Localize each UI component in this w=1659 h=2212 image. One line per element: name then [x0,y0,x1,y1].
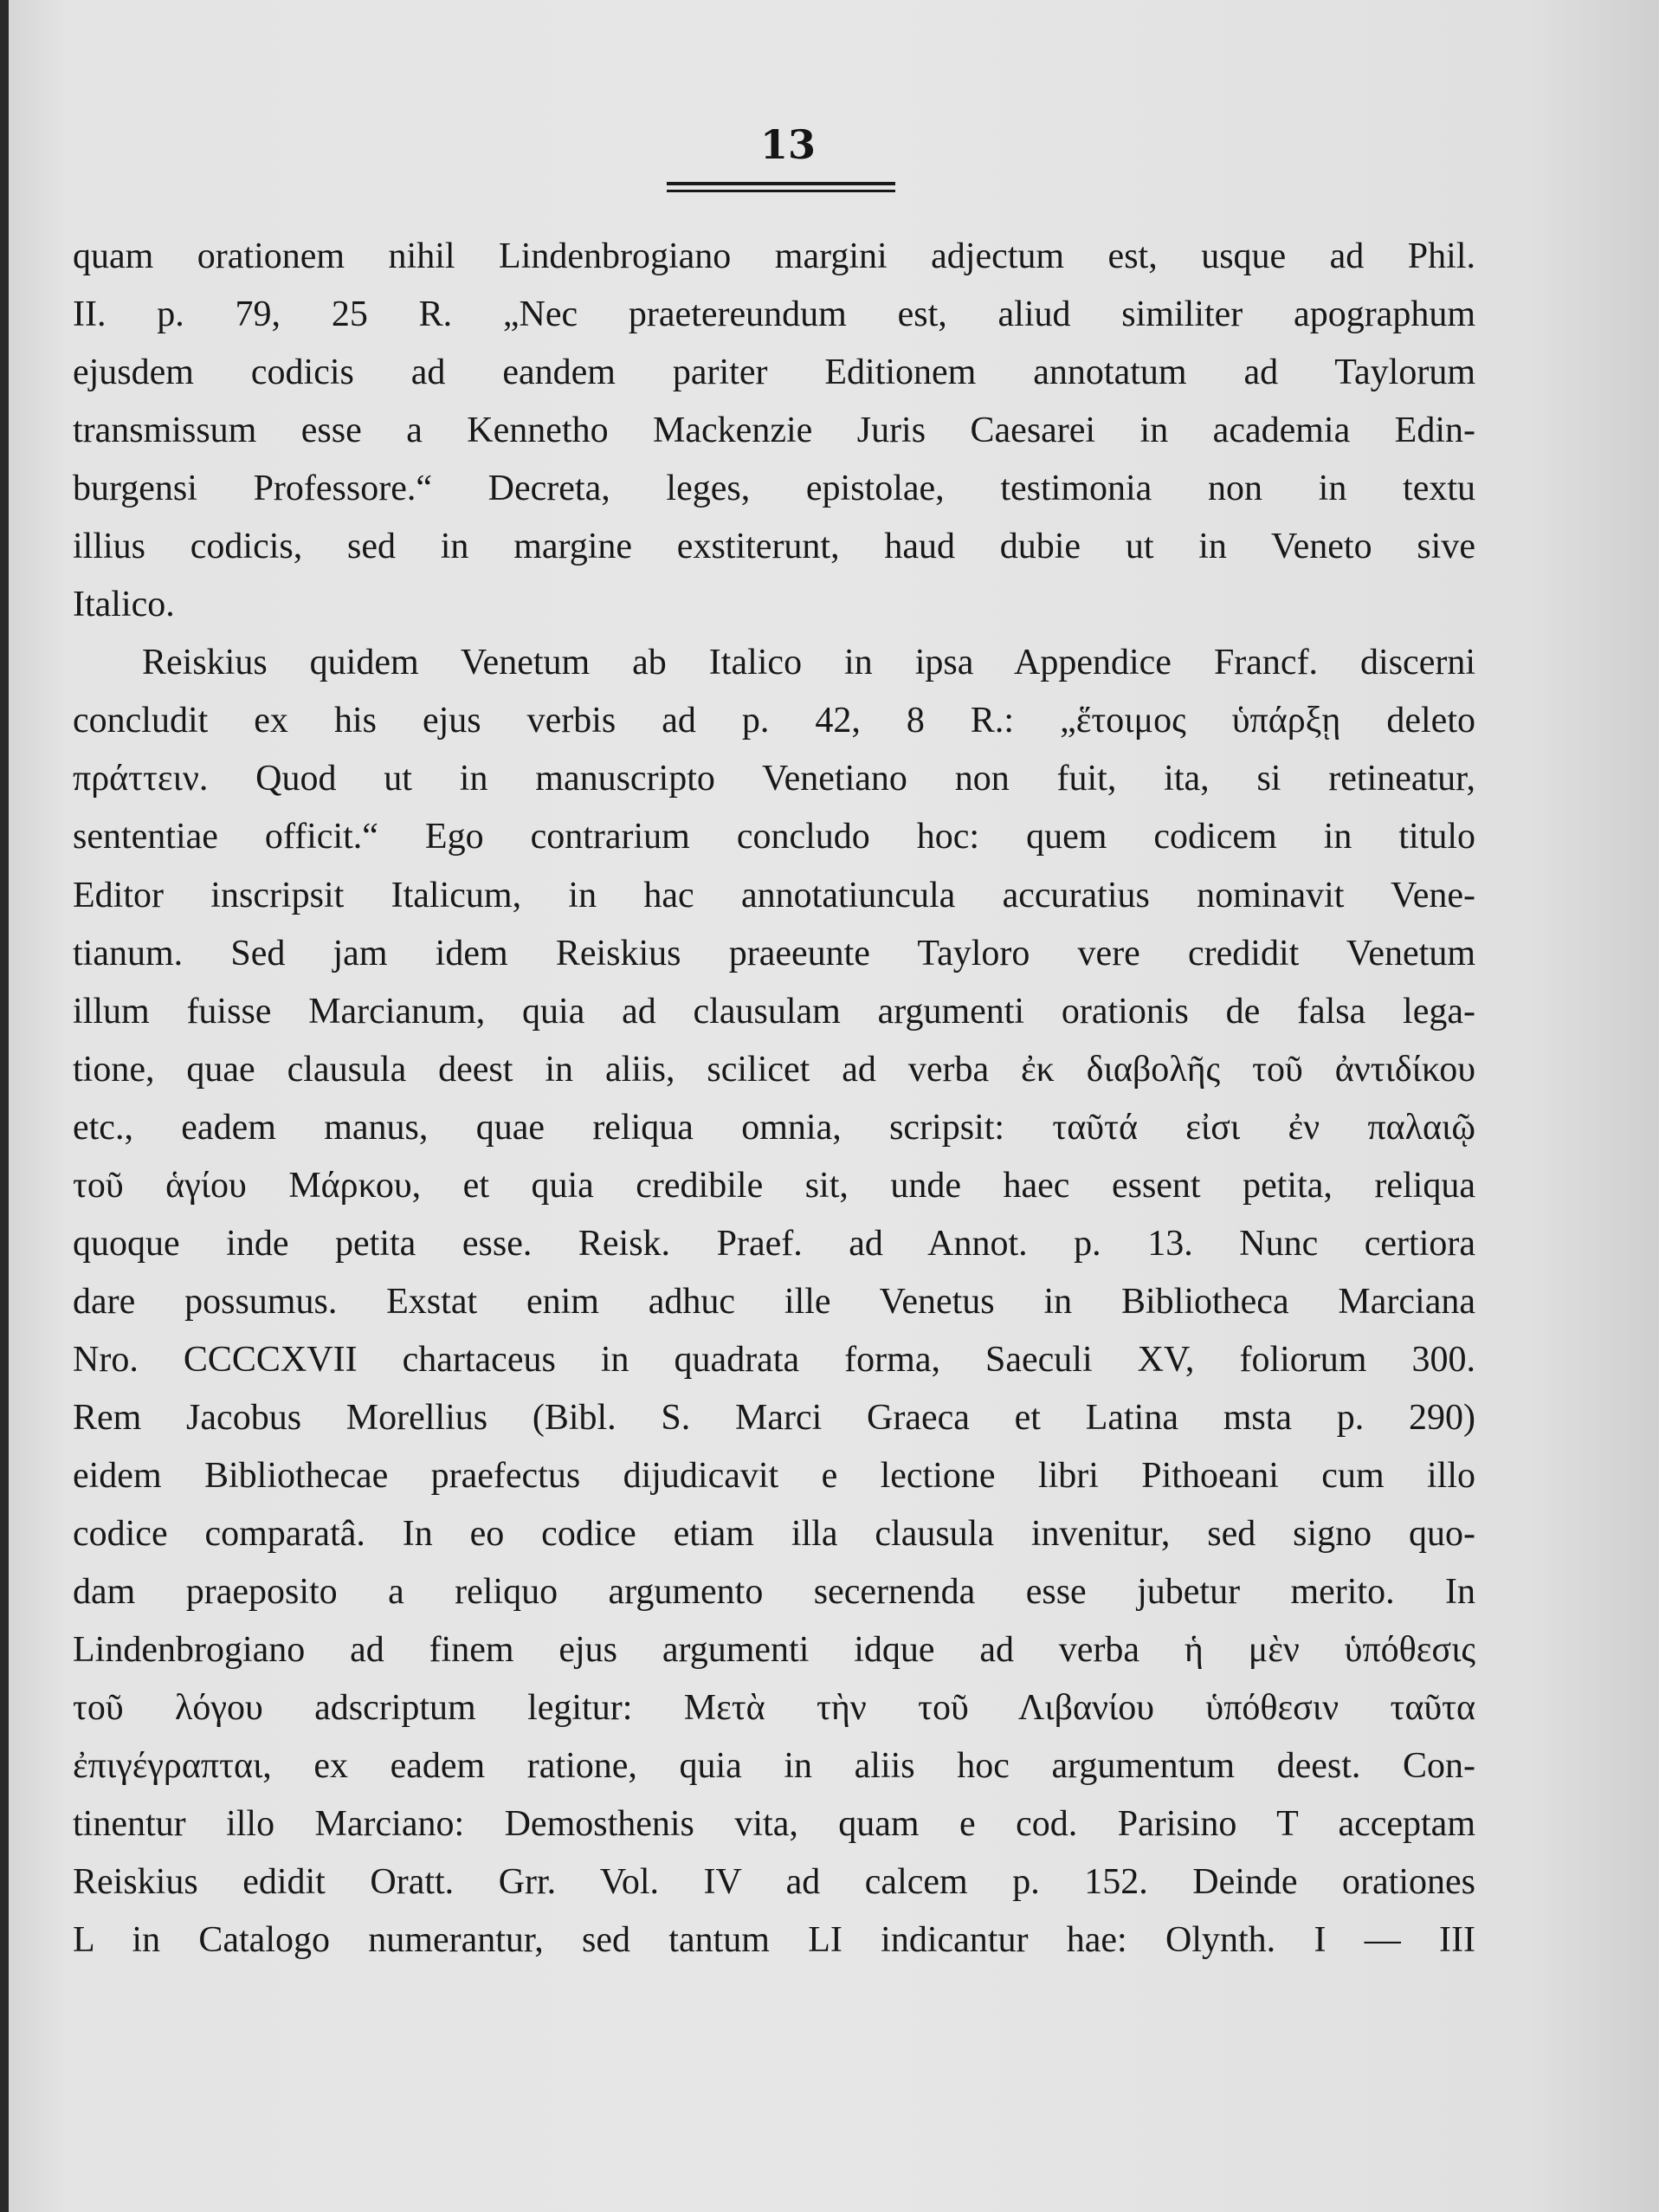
text-line: dam praeposito a reliquo argumento secernenda esse jubetur merito. In [73,1572,1475,1613]
text-line: Lindenbrogiano ad finem ejus argumenti idque ad verba ἡ μὲν ὑπόθεσις [73,1630,1475,1671]
text-line: Nro. CCCCXVII chartaceus in quadrata forma, Saeculi XV, foliorum 300. [73,1339,1475,1380]
text-line: πράττειν. Quod ut in manuscripto Venetiano non fuit, ita, si retineatur, [73,759,1475,799]
text-line: tione, quae clausula deest in aliis, scilicet ad verba ἐκ διαβολῆς τοῦ ἀντιδίκου [73,1049,1475,1090]
page-number: 13 [759,121,816,168]
text-line: Reiskius edidit Oratt. Grr. Vol. IV ad calcem p. 152. Deinde orationes [73,1862,1475,1903]
text-line: codice comparatâ. In eo codice etiam illa clausula invenitur, sed signo quo- [73,1514,1475,1555]
text-line: quoque inde petita esse. Reisk. Praef. ad Annot. p. 13. Nunc certiora [73,1223,1475,1264]
text-line: dare possumus. Exstat enim adhuc ille Venetus in Bibliotheca Marciana [73,1281,1475,1322]
text-line: Rem Jacobus Morellius (Bibl. S. Marci Graeca et Latina msta p. 290) [73,1397,1475,1438]
text-line: illius codicis, sed in margine exstiterunt, haud dubie ut in Veneto sive [73,527,1475,567]
text-line: sententiae officit.“ Ego contrarium concludo hoc: quem codicem in titulo [73,817,1475,857]
text-line: τοῦ λόγου adscriptum legitur: Μετὰ τὴν τοῦ Λιβανίου ὑπόθεσιν ταῦτα [73,1688,1475,1729]
text-line: eidem Bibliothecae praefectus dijudicavit e lectione libri Pithoeani cum illo [73,1455,1475,1496]
text-line: concludit ex his ejus verbis ad p. 42, 8 R.: „ἕτοιμος ὑπάρξῃ deleto [73,701,1475,741]
text-line: τοῦ ἁγίου Μάρκου, et quia credibile sit, unde haec essent petita, reliqua [73,1165,1475,1206]
text-line: ejusdem codicis ad eandem pariter Editionem annotatum ad Taylorum [73,352,1475,393]
text-line: tinentur illo Marciano: Demosthenis vita, quam e cod. Parisino T acceptam [73,1804,1475,1845]
text-line: illum fuisse Marcianum, quia ad clausulam argumenti orationis de falsa lega- [73,991,1475,1032]
text-line: II. p. 79, 25 R. „Nec praetereundum est, aliud similiter apographum [73,294,1475,335]
text-line: ἐπιγέγραπται, ex eadem ratione, quia in aliis hoc argumentum deest. Con- [73,1746,1475,1787]
text-line: burgensi Professore.“ Decreta, leges, epistolae, testimonia non in textu [73,469,1475,509]
header-rule-thick [667,182,895,185]
header-rule-thin [667,190,895,192]
text-line: transmissum esse a Kennetho Mackenzie Juris Caesarei in academia Edin- [73,411,1475,451]
text-line: L in Catalogo numerantur, sed tantum LI indicantur hae: Olynth. I — III [73,1920,1475,1961]
text-line: Reiskius quidem Venetum ab Italico in ipsa Appendice Francf. discerni [142,643,1475,683]
text-line: tianum. Sed jam idem Reiskius praeeunte Tayloro vere credidit Venetum [73,933,1475,973]
text-line: quam orationem nihil Lindenbrogiano margini adjectum est, usque ad Phil. [73,236,1475,276]
body-text [73,228,1475,1969]
scan-edge [0,0,9,2212]
text-line: etc., eadem manus, quae reliqua omnia, scripsit: ταῦτά εἰσι ἐν παλαιῷ [73,1107,1475,1148]
text-line: Italico. [73,585,175,625]
text-line: Editor inscripsit Italicum, in hac annotatiuncula accuratius nominavit Vene- [73,875,1475,915]
